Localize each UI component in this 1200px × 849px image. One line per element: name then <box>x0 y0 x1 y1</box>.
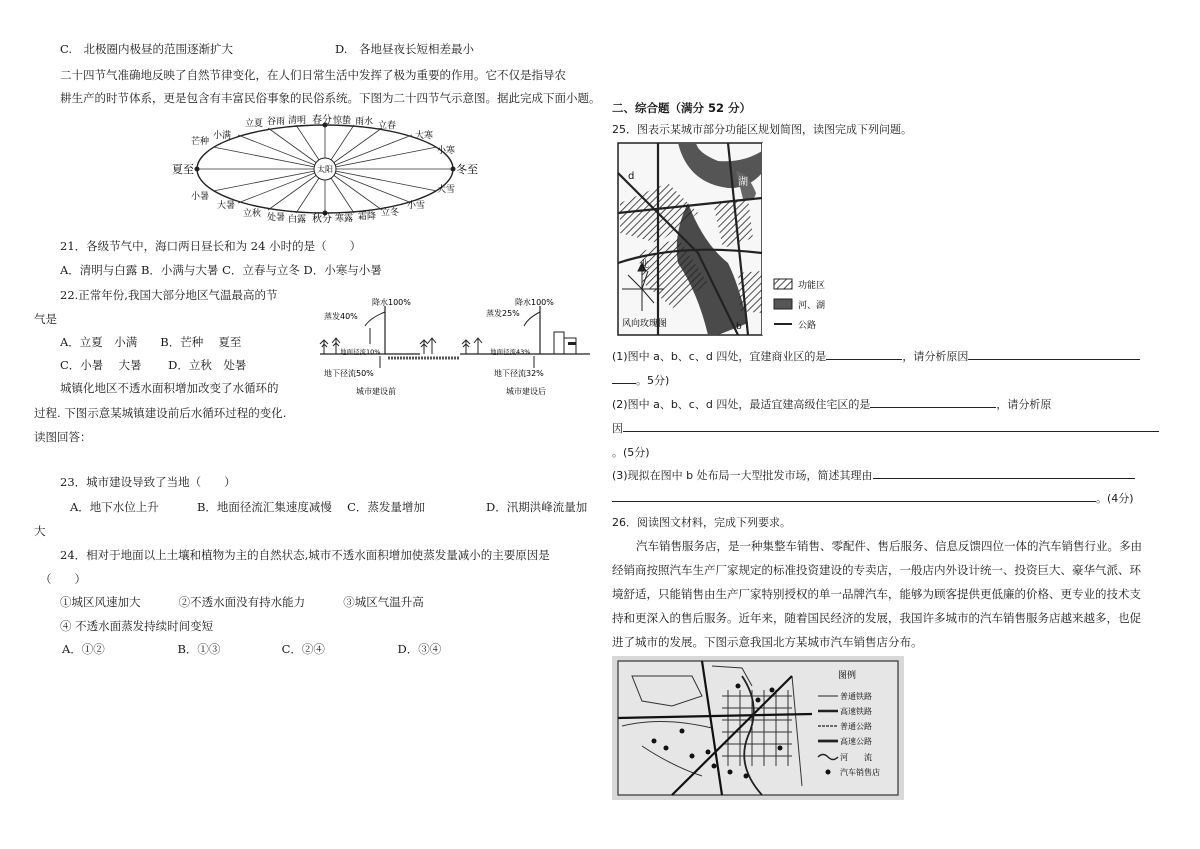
question-26: 26．阅读图文材料，完成下列要求。 <box>612 516 791 529</box>
passage-line-5: 进了城市的发展。下图示意我国北方某城市汽车销售店分布。 <box>612 635 923 649</box>
question-22-options-2: C．小暑 大暑 D．立秋 处暑 <box>60 358 247 372</box>
question-23-cont: 大 <box>34 524 46 538</box>
term-dashu: 大暑 <box>217 201 236 211</box>
legend-road: 公路 <box>798 321 817 331</box>
question-24-items-1: ①城区风速加大 ②不透水面没有持水能力 ③城区气温升高 <box>60 595 424 609</box>
before-ground: 地下径流50% <box>324 369 374 378</box>
question-25: 25．图表示某城市部分功能区规划简图，读图完成下列问题。 <box>612 123 912 136</box>
question-21-options: A．清明与白露 B．小满与大暑 C．立春与立冬 D．小寒与小暑 <box>60 263 382 277</box>
term-lichun: 立春 <box>378 121 397 131</box>
passage-line-4: 持和更深入的售后服务。近年来，随着国民经济的发展，我国许多城市的汽车销售服务店越来越多，也促 <box>612 611 1141 625</box>
passage-line-1: 汽车销售服务店，是一种集整车销售、零配件、售后服务、信息反馈四位一体的汽车销售行业。多由 <box>636 539 1142 553</box>
before-panel <box>320 297 460 396</box>
q20-option-c: C. 北极圈内极昼的范围逐渐扩大 <box>60 42 234 56</box>
map1-label-b: b <box>736 322 742 332</box>
question-22-line-1: 22.正常年份,我国大部分地区气温最高的节 <box>60 288 278 302</box>
functional-zone-map <box>618 143 850 335</box>
term-xiaoxue: 小雪 <box>407 201 426 211</box>
question-25-1: (1)图中 a、b、c、d 四处，宜建商业区的是 ，请分析原因 <box>612 348 1140 364</box>
after-evap: 蒸发25% <box>486 309 520 318</box>
urban-intro-3: 读图回答： <box>34 430 92 444</box>
question-25-2-cont: 因 <box>612 420 1159 436</box>
map2-legend-title: 图例 <box>838 671 857 681</box>
legend-road: 普通公路 <box>840 722 872 731</box>
question-25-3: (3)现拟在图中 b 处布局一大型批发市场，简述其理由 <box>612 467 1135 483</box>
question-25-1-cont: 。5分) <box>612 372 669 388</box>
term-xiaoman: 小满 <box>213 131 232 141</box>
question-23: 23．城市建设导致了当地（ ） <box>60 475 236 489</box>
after-caption: 城市建设后 <box>506 387 546 396</box>
legend-highway: 高速公路 <box>840 737 872 746</box>
after-panel <box>460 297 590 396</box>
passage-line-3: 境舒适，只能销售由生产厂家特别授权的单一品牌汽车，能够为顾客提供更低廉的价格、更专业的技术支 <box>612 587 1141 601</box>
term-lixia: 立夏 <box>245 119 264 129</box>
after-ground: 地下径流32% <box>494 369 544 378</box>
map1-label-hu: 湖 <box>738 177 748 188</box>
legend-river: 河 流 <box>840 753 872 762</box>
legend-rail: 普通铁路 <box>840 692 872 701</box>
term-xiazhi: 夏至 <box>172 163 194 176</box>
before-precip: 降水100% <box>372 298 411 307</box>
legend-high-speed-rail: 高速铁路 <box>840 707 872 716</box>
term-yushui: 雨水 <box>355 117 374 127</box>
term-qingming: 清明 <box>288 116 307 126</box>
term-chushu: 处暑 <box>267 213 286 223</box>
term-hanlu: 寒露 <box>335 214 354 224</box>
before-runoff: 地面径流10% <box>340 348 381 356</box>
question-25-2-end: 。(5分) <box>612 446 650 459</box>
map1-wind-rose-label: 风向玫瑰图 <box>622 319 668 329</box>
sun-label: 太阳 <box>317 165 333 174</box>
question-25-3-cont: 。(4分) <box>612 490 1134 506</box>
question-25-2: (2)图中 a、b、c、d 四处，最适宜建高级住宅区的是 ，请分析原 <box>612 398 1052 411</box>
legend-functional-zone: 功能区 <box>798 281 826 291</box>
intro-line-2: 耕生产的时节体系，更是包含有丰富民俗事象的民俗系统。下图为二十四节气示意图。据此完成下面小题。 <box>60 91 601 105</box>
term-qiufen: 秋分 <box>312 214 332 225</box>
term-chunfen: 春分 <box>312 115 332 126</box>
term-guyu: 谷雨 <box>267 117 286 127</box>
question-22-line-2: 气是 <box>34 312 57 326</box>
term-liqiu: 立秋 <box>243 209 262 219</box>
map1-label-d: d <box>628 171 635 182</box>
after-precip: 降水100% <box>515 298 554 307</box>
car-dealer-map <box>612 656 904 800</box>
term-dahan: 大寒 <box>415 131 434 141</box>
passage-line-2: 经销商按照汽车生产厂家规定的标准投资建设的专卖店，一般店内外设计统一、投资巨大、豪华气派、环 <box>612 563 1141 577</box>
urban-intro-1: 城镇化地区不透水面积增加改变了水循环的 <box>60 381 279 395</box>
term-xiaohan: 小寒 <box>437 146 456 156</box>
question-24-line-1: 24．相对于地面以上土壤和植物为主的自然状态,城市不透水面积增加使蒸发量减小的主要原因是 <box>60 548 550 562</box>
map1-north: 北 <box>640 260 650 270</box>
question-24-items-2: ④ 不透水面蒸发持续时间变短 <box>60 619 214 633</box>
term-daxue: 大雪 <box>437 185 456 195</box>
q20-option-d: D. 各地昼夜长短相差最小 <box>335 42 474 56</box>
before-caption: 城市建设前 <box>356 387 396 396</box>
term-shuangjiang: 霜降 <box>358 212 377 222</box>
after-runoff: 地面径流43% <box>490 348 531 356</box>
question-23-options: A．地下水位上升 B．地面径流汇集速度减慢 C．蒸发量增加 D．汛期洪峰流量加 <box>70 500 588 514</box>
urban-intro-2: 过程. 下图示意某城镇建设前后水循环过程的变化. <box>34 406 287 420</box>
section-heading: 二、综合题（满分 52 分） <box>612 101 752 115</box>
term-lidong: 立冬 <box>381 208 400 218</box>
solar-terms-diagram <box>172 110 478 225</box>
before-evap: 蒸发40% <box>324 312 358 321</box>
question-24-options: A．①② B．①③ C．②④ D．③④ <box>62 642 442 656</box>
legend-river-lake: 河、湖 <box>798 301 826 311</box>
legend-car-dealer: 汽车销售店 <box>840 768 880 777</box>
term-xiaoshu: 小暑 <box>191 192 210 202</box>
question-24-line-2: （ ） <box>40 572 86 586</box>
water-cycle-diagram <box>310 292 595 402</box>
question-21: 21．各级节气中，海口两日昼长和为 24 小时的是（ ） <box>60 239 362 253</box>
intro-line-1: 二十四节气准确地反映了自然节律变化，在人们日常生活中发挥了极为重要的作用。它不仅是指导农 <box>60 68 566 82</box>
term-bailu: 白露 <box>288 215 307 225</box>
term-dongzhi: 冬至 <box>456 163 478 176</box>
term-mangzhong: 芒种 <box>191 137 210 147</box>
question-22-options-1: A．立夏 小满 B．芒种 夏至 <box>60 335 242 349</box>
term-jingzhe: 惊蛰 <box>333 116 352 126</box>
